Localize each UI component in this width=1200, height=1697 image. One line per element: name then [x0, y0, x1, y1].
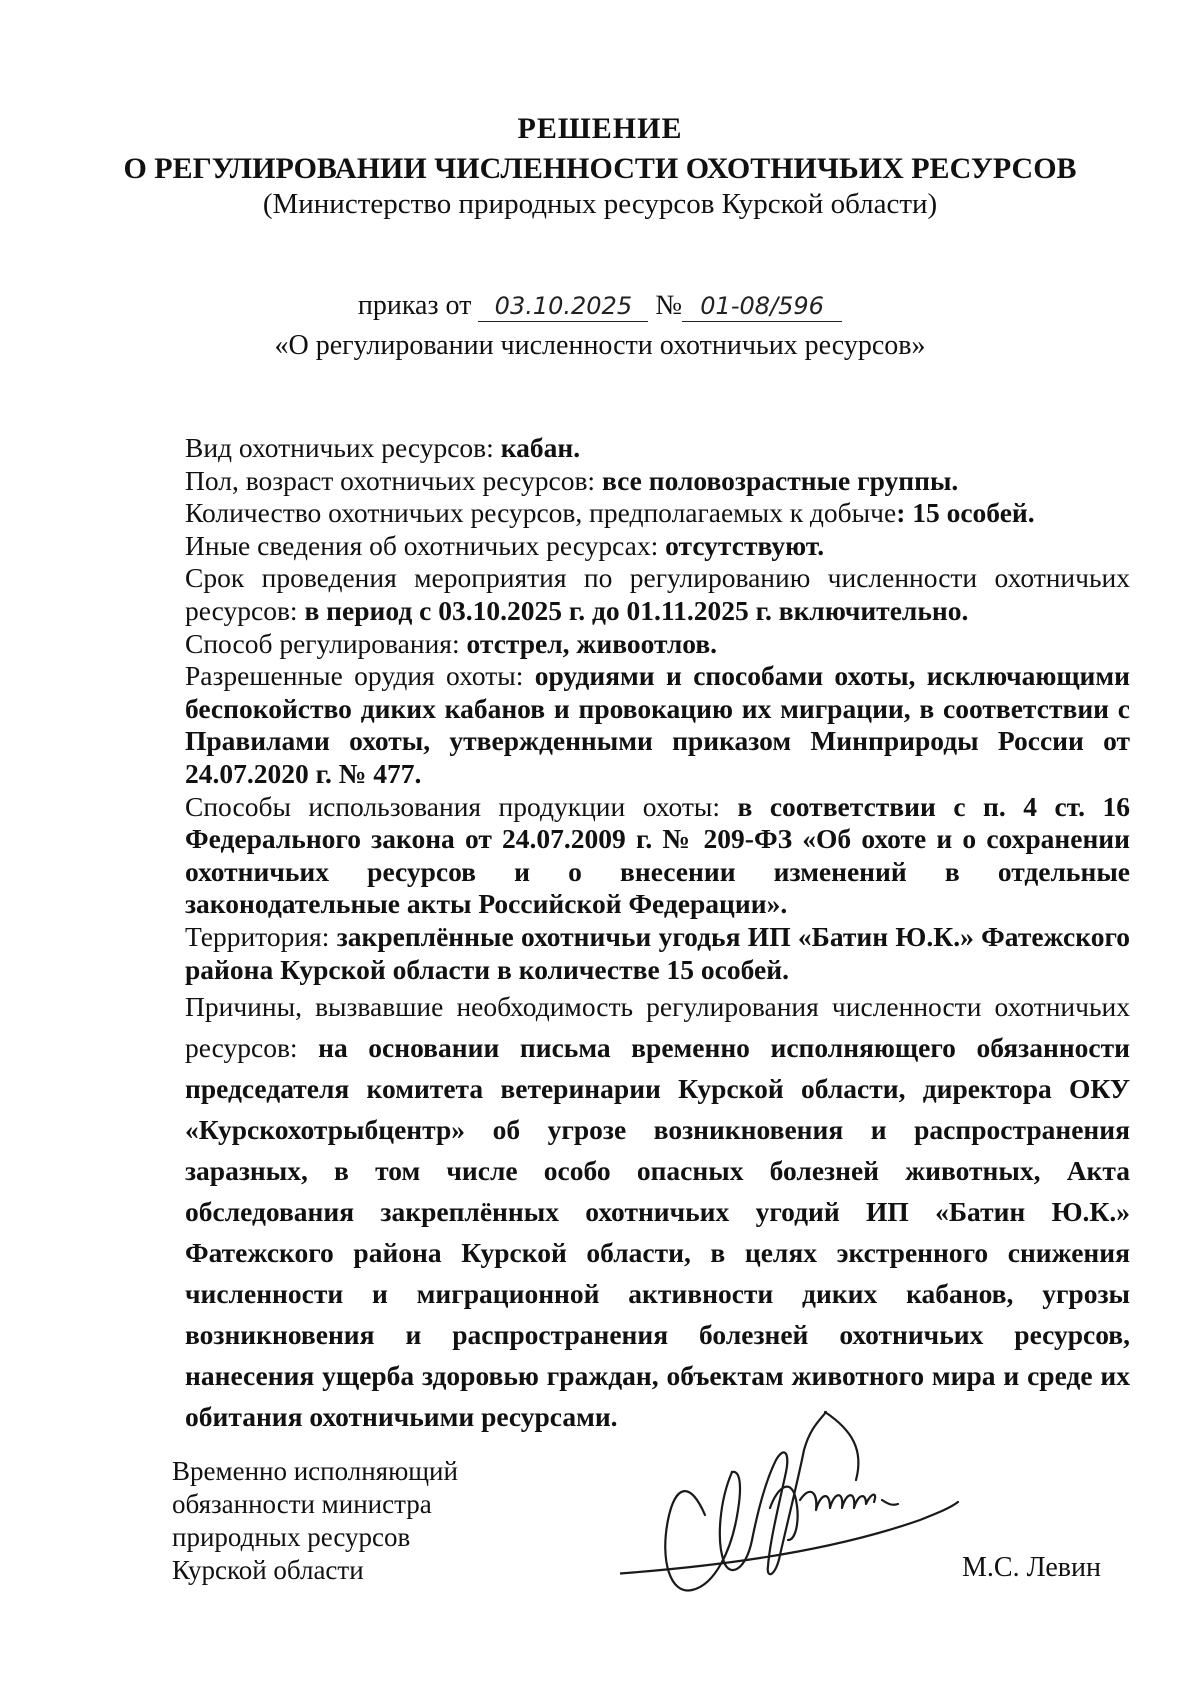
field-label: Количество охотничьих ресурсов, предполагаемых к добыче [185, 497, 897, 529]
handwritten-signature [620, 1390, 970, 1650]
field-reasons [185, 986, 1130, 1437]
field-value: орудиями и способами охоты, исключающими беспокойство диких кабанов и провокацию их миграции, в соответствии с Правилами охоты, утвержденными приказом Минприроды России от 24.07.2020 г. № 477. [185, 660, 1130, 789]
field-territory [185, 921, 1130, 986]
field-value: отсутствуют. [665, 529, 825, 561]
document-subtitle: О РЕГУЛИРОВАНИИ ЧИСЛЕННОСТИ ОХОТНИЧЬИХ РЕСУРСОВ [123, 152, 1077, 185]
field-sex-age [185, 465, 1130, 498]
field-label: Разрешенные орудия охоты: [185, 660, 535, 692]
field-value: в соответствии с п. 4 ст. 16 Федерального закона от 24.07.2009 г. № 209-ФЗ «Об охоте и о сохранении охотничьих ресурсов и о внесении изменений в отдельные законодательные акты Российской Федерации». [185, 790, 1130, 920]
field-value: кабан. [500, 432, 581, 463]
signer-position-line: Временно исполняющий [172, 1456, 458, 1486]
order-number: 01-08/596 [682, 291, 842, 322]
field-period [185, 562, 1130, 627]
field-other-info [185, 530, 1130, 563]
field-label: Причины, вызвавшие необходимость регулирования численности охотничьих ресурсов: [185, 991, 1130, 1064]
decision-body [185, 432, 1130, 1437]
field-label: Вид охотничьих ресурсов: [185, 432, 501, 463]
field-products-use [185, 791, 1130, 921]
order-date: 03.10.2025 [478, 291, 648, 322]
field-label: Способ регулирования: [185, 627, 467, 659]
document-title: РЕШЕНИЕ [517, 112, 683, 145]
order-line [0, 290, 1200, 322]
field-species [185, 432, 1130, 465]
field-label: Территория: [185, 920, 337, 952]
field-value: отстрел, живоотлов. [466, 627, 718, 659]
signer-position-line: обязанности министра [172, 1489, 432, 1519]
field-value: : 15 особей. [896, 497, 1035, 529]
signer-position [172, 1455, 552, 1587]
field-label: Иные сведения об охотничьих ресурсах: [185, 529, 666, 561]
field-value: в период с 03.10.2025 г. до 01.11.2025 г. включительно. [304, 594, 969, 626]
field-value: все половозрастные группы. [601, 464, 959, 496]
field-value: на основании письма временно исполняющего обязанности председателя комитета ветеринарии Курской области, директора ОКУ «Курскохотрыбцентр» об угрозе возникновения и распространения заразных, в том числе особо опасных болезней животных, Акта обследования закреплённых охотничьих угодий ИП «Батин Ю.К.» Фатежского района Курской области, в целях экстренного снижения численности и миграционной активности диких кабанов, угрозы возникновения и распространения болезней охотничьих ресурсов, нанесения ущерба здоровью граждан, объектам животного мира и среде их обитания охотничьими ресурсами. [185, 1032, 1130, 1433]
order-title: «О регулировании численности охотничьих ресурсов» [274, 330, 926, 361]
order-number-prefix: № [655, 290, 683, 321]
field-weapons [185, 660, 1130, 790]
field-label: Способы использования продукции охоты: [185, 790, 738, 822]
signer-position-line: природных ресурсов [172, 1522, 411, 1552]
field-label: Срок проведения мероприятия по регулированию численности охотничьих ресурсов: [185, 562, 1130, 626]
signer-position-line: Курской области [172, 1555, 364, 1585]
field-quantity [185, 497, 1130, 530]
ministry-name: (Министерство природных ресурсов Курской области) [262, 188, 938, 220]
order-prefix: приказ от [357, 290, 472, 321]
field-label: Пол, возраст охотничьих ресурсов: [185, 464, 602, 496]
field-value: закреплённые охотничьи угодья ИП «Батин Ю.К.» Фатежского района Курской области в количестве 15 особей. [185, 920, 1130, 985]
signer-name: М.С. Левин [962, 1552, 1101, 1583]
field-method [185, 628, 1130, 661]
